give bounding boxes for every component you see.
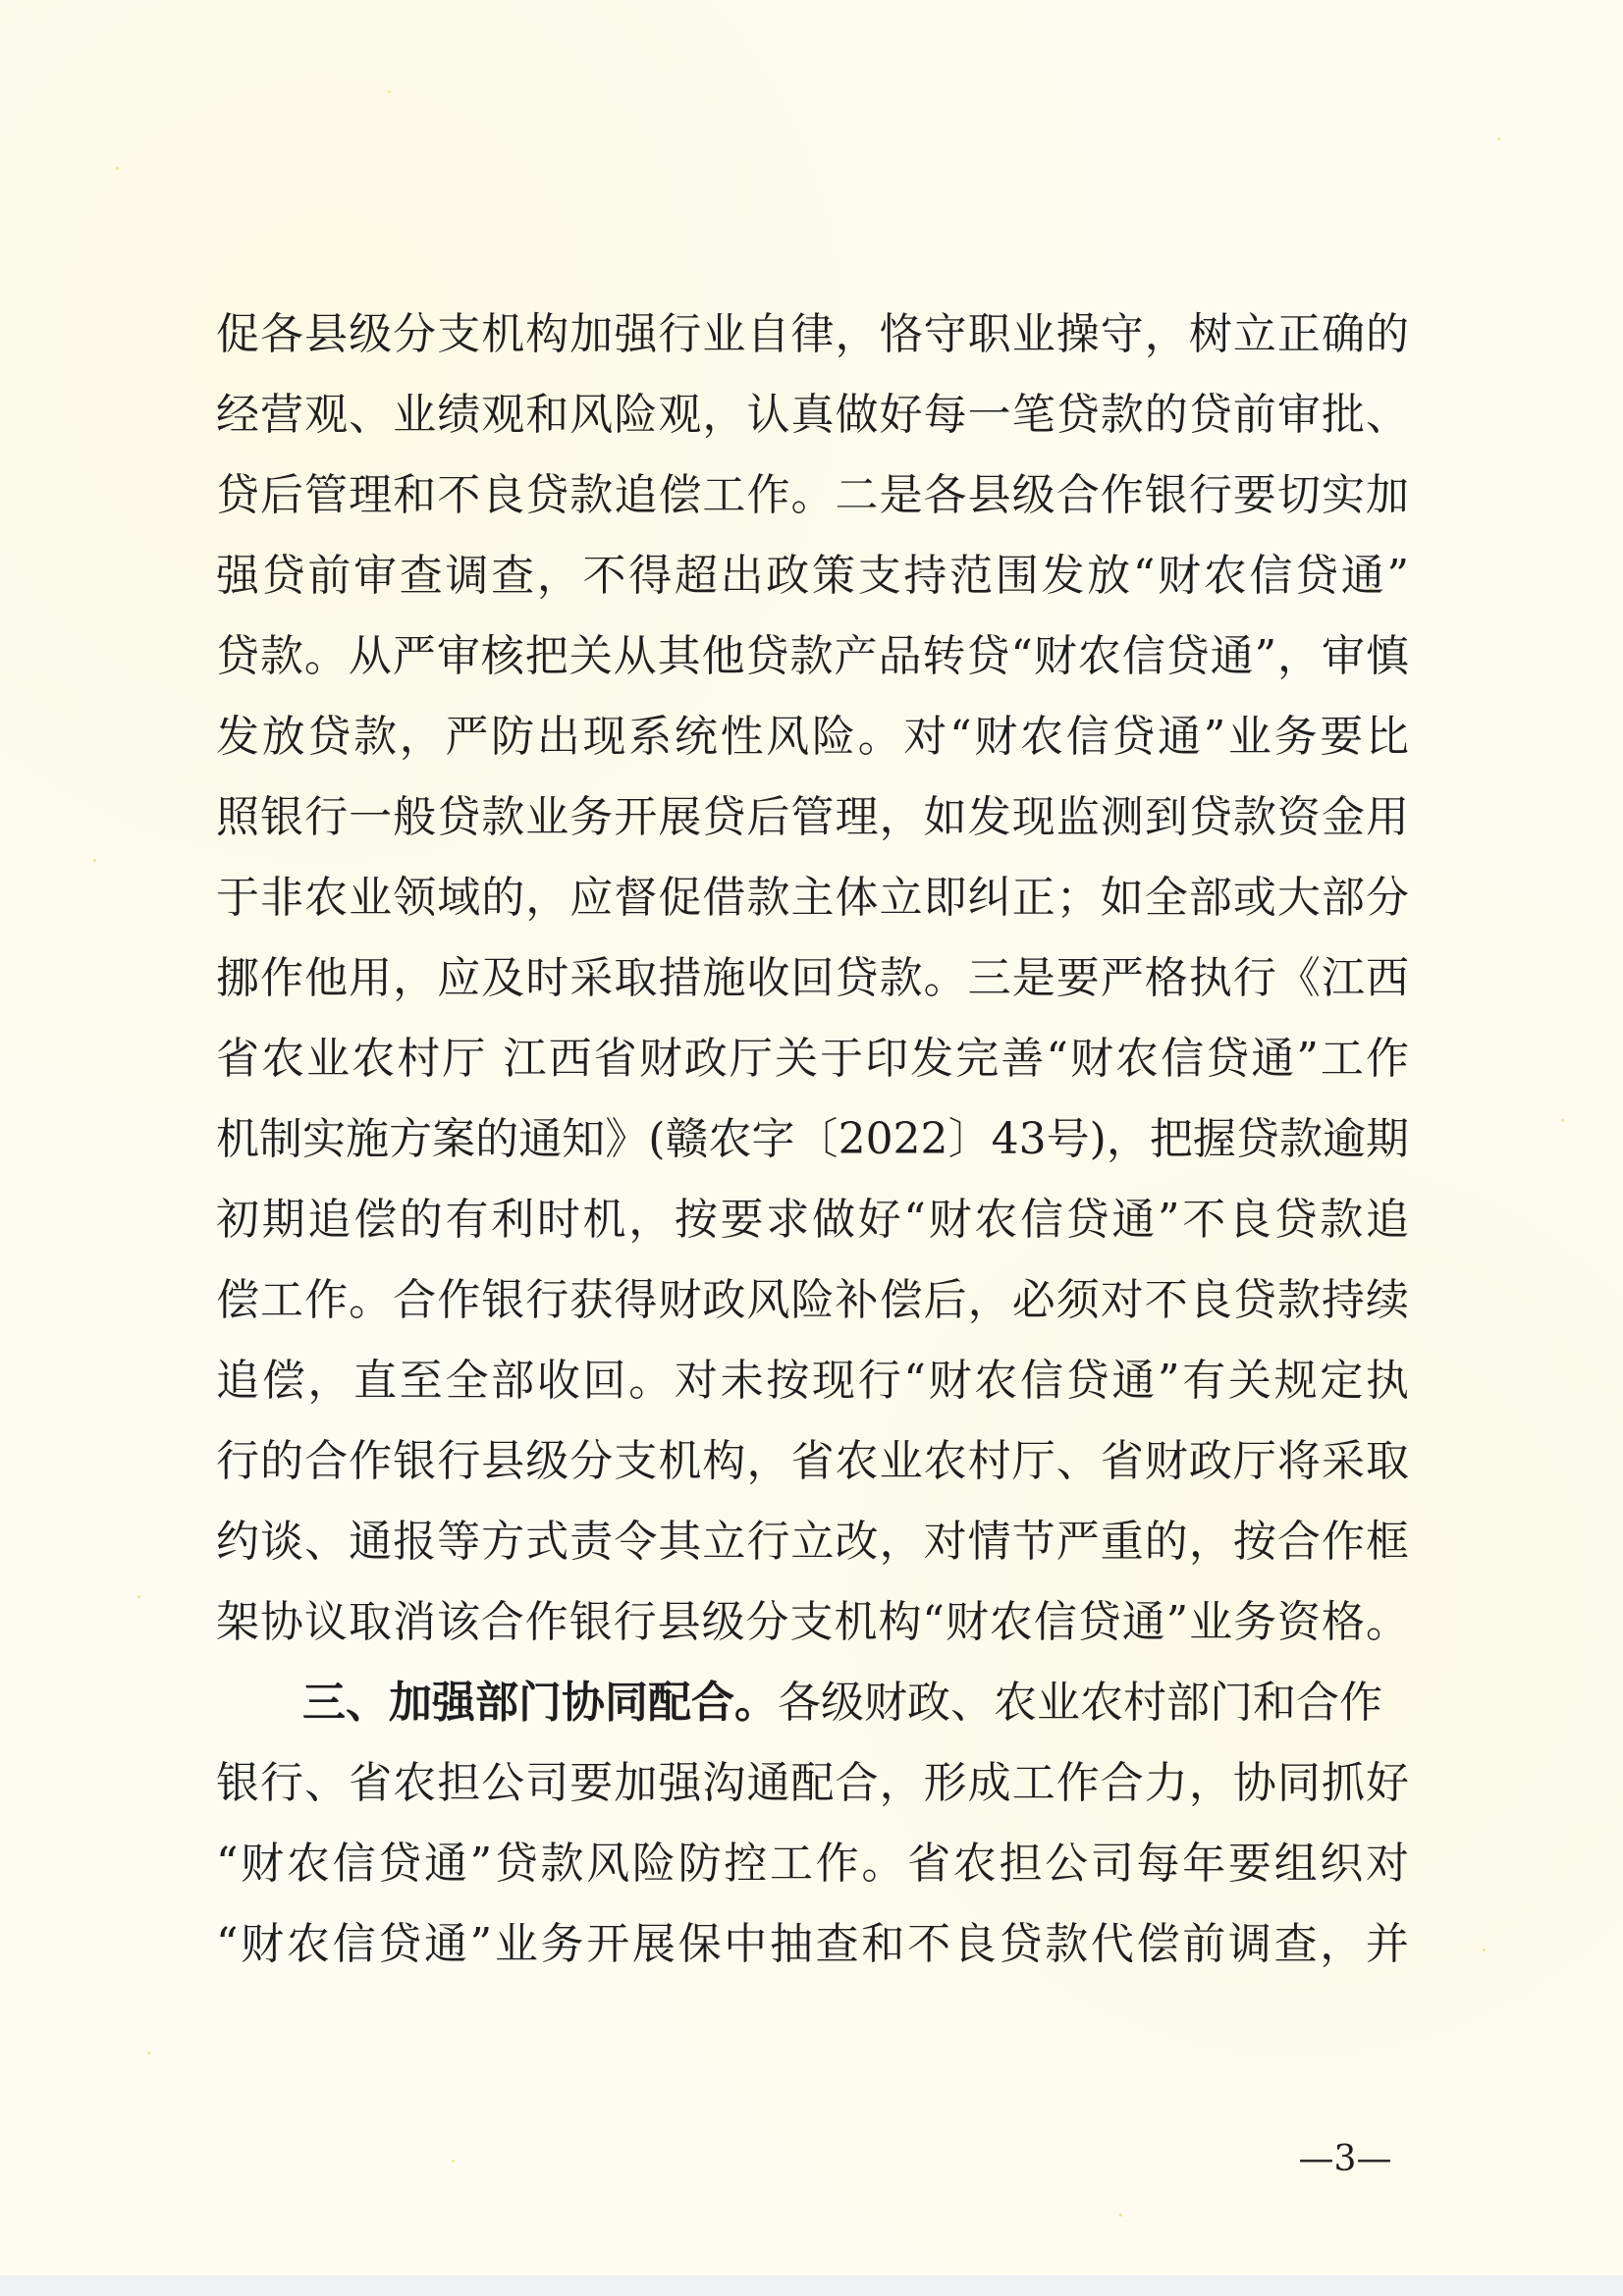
paper-speck [116,167,119,170]
text-line: “财农信贷通”贷款风险防控工作。省农担公司每年要组织对 [216,1839,1409,1889]
paper-speck [1483,1949,1486,1951]
page-number: —3— [1298,2139,1392,2179]
text-line: 偿工作。合作银行获得财政风险补偿后，必须对不良贷款持续 [216,1275,1409,1325]
text-line: “财农信贷通”业务开展保中抽查和不良贷款代偿前调查，并 [216,1919,1409,1969]
paper-speck [147,2052,150,2055]
text-line: 省农业农村厅 江西省财政厅关于印发完善“财农信贷通”工作 [216,1034,1409,1084]
text-line: 经营观、业绩观和风险观，认真做好每一笔贷款的贷前审批、 [216,390,1409,440]
text-line: 银行、省农担公司要加强沟通配合，形成工作合力，协同抓好 [216,1758,1409,1808]
text-line: 机制实施方案的通知》(赣农字〔2022〕43号)，把握贷款逾期 [216,1114,1409,1164]
text-line: 贷后管理和不良贷款追偿工作。二是各县级合作银行要切实加 [216,470,1409,520]
text-line: 贷款。从严审核把关从其他贷款产品转贷“财农信贷通”，审慎 [216,631,1409,681]
section-three-heading: 三、加强部门协同配合。 [302,1678,778,1728]
paper-speck [93,859,96,862]
paper-speck [388,90,391,93]
text-line: 架协议取消该合作银行县级分支机构“财农信贷通”业务资格。 [216,1597,1409,1647]
paper-speck [452,2160,455,2163]
section-three-first-line-text: 各级财政、农业农村部门和合作 [778,1678,1382,1728]
text-line: 于非农业领域的，应督促借款主体立即纠正；如全部或大部分 [216,873,1409,923]
paper-speck [1497,137,1500,140]
document-body [216,294,1409,1985]
text-line: 行的合作银行县级分支机构，省农业农村厅、省财政厅将采取 [216,1436,1409,1486]
text-line: 初期追偿的有利时机，按要求做好“财农信贷通”不良贷款追 [216,1195,1409,1245]
paper-speck [1561,1119,1564,1122]
section-three-first-line [216,1663,1409,1743]
scan-bottom-edge [0,2275,1623,2296]
text-line: 发放贷款，严防出现系统性风险。对“财农信贷通”业务要比 [216,712,1409,762]
text-line: 约谈、通报等方式责令其立行立改，对情节严重的，按合作框 [216,1517,1409,1567]
paper-speck [1119,2214,1122,2216]
text-line: 强贷前审查调查，不得超出政策支持范围发放“财农信贷通” [216,551,1409,601]
text-line: 挪作他用，应及时采取措施收回贷款。三是要严格执行《江西 [216,953,1409,1003]
paper-speck [137,1595,140,1598]
text-line: 追偿，直至全部收回。对未按现行“财农信贷通”有关规定执 [216,1356,1409,1406]
text-line: 照银行一般贷款业务开展贷后管理，如发现监测到贷款资金用 [216,792,1409,842]
text-line: 促各县级分支机构加强行业自律，恪守职业操守，树立正确的 [216,309,1409,359]
